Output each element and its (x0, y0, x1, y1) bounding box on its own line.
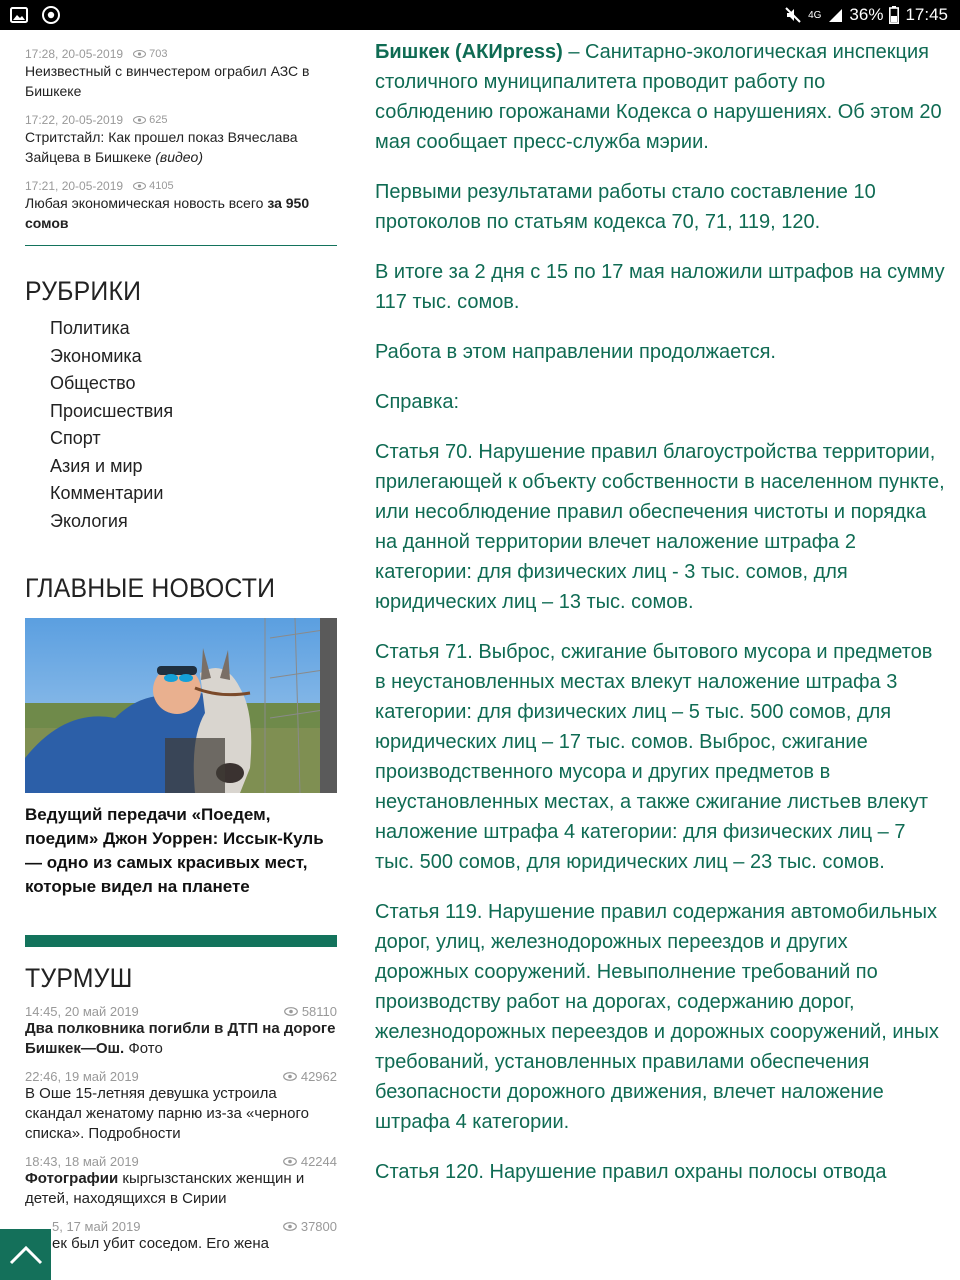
eye-icon (284, 1007, 298, 1016)
turmush-meta (25, 1004, 337, 1019)
eye-icon (133, 50, 146, 58)
rubrics-heading: РУБРИКИ (25, 276, 142, 306)
rubrics-list (25, 315, 337, 535)
chrome-icon (42, 6, 60, 24)
news-title[interactable]: Стритстайл: Как прошел показ Вячеслава Зайцева в Бишкеке (видео) (25, 129, 298, 165)
news-meta (25, 113, 337, 127)
turmush-title[interactable]: Два полковника погибли в ДТП на дороге Бишкек—Ош. Фото (25, 1020, 336, 1057)
eye-icon (283, 1072, 297, 1081)
main-news-image[interactable] (25, 618, 337, 793)
article-paragraph: Статья 70. Нарушение правил благоустройства территории, прилегающей к объекту собственности в населенном пункте, или несоблюдение правил обеспечения чистоты и порядка на данной территории влечет наложение штрафа 2 категории: для физических лиц - 3 тыс. сомов, для юридических лиц – 13 тыс. сомов. (375, 441, 945, 613)
rubric-link[interactable]: Происшествия (50, 400, 174, 421)
news-meta (25, 179, 337, 193)
turmush-title[interactable]: Фотографии кыргызстанских женщин и детей, находящихся в Сирии (25, 1170, 305, 1207)
turmush-meta (25, 1219, 337, 1234)
turmush-title[interactable]: В Оше 15-летняя девушка устроила скандал женатому парню из-за «черного списка». Подробности (25, 1085, 309, 1142)
turmush-views: 42962 (283, 1069, 337, 1084)
cropped-item (25, 30, 337, 47)
news-time: 17:21, 20-05-2019 (25, 179, 124, 193)
article-paragraph: Статья 71. Выброс, сжигание бытового мусора и предметов в неустановленных местах влекут наложение штрафа 3 категории: для физических лиц – 5 тыс. 500 сомов, для юридических лиц – 17 тыс. сомов. Выброс, сжигание производственного мусора и других предметов в неустановленных местах, а также сжигание листьев влекут наложение штрафа 4 категории: для физических лиц – 7 тыс. 500 сомов, для юридических лиц – 23 тыс. сомов. (375, 641, 933, 873)
main-news-caption[interactable]: Ведущий передачи «Поедем, поедим» Джон Уоррен: Иссык-Куль — одно из самых красивых мест, которые видел на планете (25, 805, 324, 896)
turmush-item[interactable] (25, 1154, 337, 1209)
rubric-link[interactable]: Азия и мир (50, 455, 143, 476)
rubric-link[interactable]: Экология (50, 510, 128, 531)
article-paragraph: Статья 120. Нарушение правил охраны полосы отвода (375, 1161, 887, 1183)
turmush-item[interactable] (25, 1219, 337, 1254)
battery-icon (889, 6, 899, 24)
eye-icon (133, 116, 146, 124)
scroll-to-top-button[interactable] (0, 1229, 51, 1280)
turmush-item[interactable] (25, 1069, 337, 1144)
turmush-views: 42244 (283, 1154, 337, 1169)
latest-news-item[interactable] (25, 47, 337, 101)
news-views: 625 (133, 114, 167, 126)
signal-icon (827, 7, 843, 23)
rubric-link[interactable]: Общество (50, 373, 136, 393)
chevron-up-icon (9, 1245, 43, 1265)
latest-news-item[interactable] (25, 179, 337, 233)
turmush-title[interactable]: ек был убит соседом. Его жена (52, 1235, 269, 1252)
article-paragraph: Работа в этом направлении продолжается. (375, 341, 776, 363)
turmush-views: 37800 (283, 1219, 337, 1234)
turmush-time: 14:45, 20 май 2019 (25, 1004, 139, 1019)
eye-icon (283, 1157, 297, 1166)
news-meta (25, 47, 337, 61)
article-paragraph: Статья 119. Нарушение правил содержания автомобильных дорог, улиц, железнодорожных переездов и других дорожных сооружений. Невыполнение требований по производству работ на дорогах, содержанию дорог, железнодорожных переездов и дорожных сооружений, иных требований, установленных правилами обеспечения безопасности дорожного движения, влечет наложение штрафа 4 категории. (375, 901, 939, 1133)
clock: 17:45 (905, 5, 948, 24)
news-title[interactable]: Любая экономическая новость всего за 950 сомов (25, 195, 310, 231)
left-sidebar (25, 30, 337, 1264)
network-type: 4G (808, 9, 822, 21)
article-lead: Бишкек (АКИpress) – Санитарно-экологическая инспекция столичного муниципалитета проводит работу по соблюдению горожанами Кодекса о нарушениях. Об этом 20 мая сообщает пресс-служба мэрии. (375, 41, 942, 153)
news-title[interactable]: Неизвестный с винчестером ограбил АЗС в Бишкеке (25, 63, 310, 99)
turmush-time: 5, 17 май 2019 (52, 1219, 141, 1234)
eye-icon (133, 182, 146, 190)
turmush-meta (25, 1154, 337, 1169)
status-bar (0, 0, 960, 30)
turmush-meta (25, 1069, 337, 1084)
news-views: 703 (133, 48, 167, 60)
section-divider (25, 935, 337, 947)
rubric-link[interactable]: Экономика (50, 345, 142, 366)
article-paragraph: Первыми результатами работы стало составление 10 протоколов по статьям кодекса 70, 71, 119, 120. (375, 181, 876, 233)
latest-news-item[interactable] (25, 113, 337, 167)
rubric-link[interactable]: Политика (50, 318, 130, 338)
mute-icon (784, 6, 802, 24)
gallery-icon (10, 7, 28, 23)
rubric-link[interactable]: Комментарии (50, 483, 164, 503)
rubric-link[interactable]: Спорт (50, 428, 101, 448)
article-paragraph: Справка: (375, 391, 460, 413)
turmush-time: 22:46, 19 май 2019 (25, 1069, 139, 1084)
battery-percent: 36% (849, 5, 884, 24)
article-paragraph: В итоге за 2 дня с 15 по 17 мая наложили штрафов на сумму 117 тыс. сомов. (375, 261, 945, 313)
news-time: 17:28, 20-05-2019 (25, 47, 124, 61)
turmush-time: 18:43, 18 май 2019 (25, 1154, 139, 1169)
turmush-item[interactable] (25, 1004, 337, 1059)
eye-icon (283, 1222, 297, 1231)
turmush-heading: ТУРМУШ (25, 963, 133, 993)
article-body (375, 37, 945, 1207)
divider (25, 245, 337, 246)
news-time: 17:22, 20-05-2019 (25, 113, 124, 127)
main-news-heading: ГЛАВНЫЕ НОВОСТИ (25, 573, 276, 603)
news-views: 4105 (133, 180, 173, 192)
turmush-views: 58110 (284, 1004, 337, 1019)
